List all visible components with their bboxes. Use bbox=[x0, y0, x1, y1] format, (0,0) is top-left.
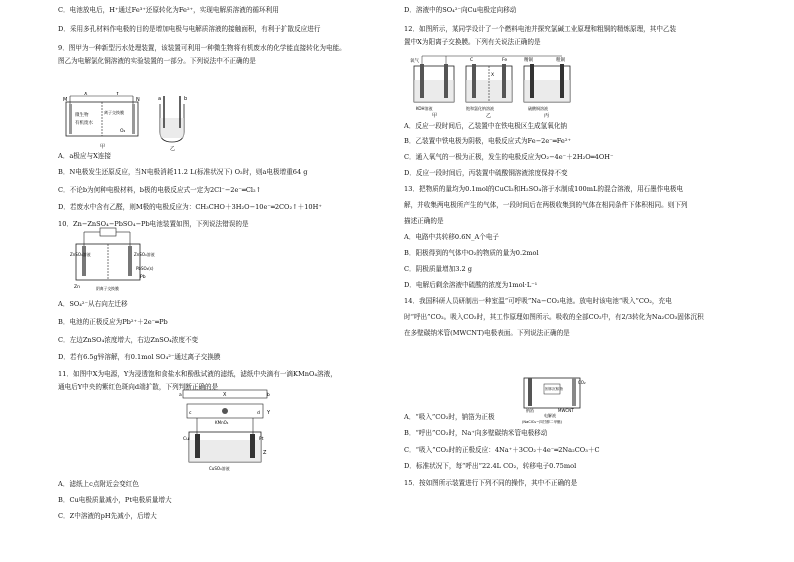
q11-stem-2: 通电后Y中央的紫红色斑向d端扩散，下列判断正确的是 bbox=[58, 383, 219, 391]
label-x: X bbox=[223, 392, 227, 398]
q13-option-a: A．电路中共转移0.6N_A个电子 bbox=[404, 233, 500, 241]
q9-option-a: A．a极应与X连接 bbox=[58, 152, 111, 160]
q14-option-d: D．标准状况下，每“呼出”22.4L CO₂，转移电子0.75mol bbox=[404, 462, 577, 470]
label-a: a bbox=[179, 393, 182, 398]
label-jia: 甲 bbox=[100, 144, 106, 150]
label-z: Z bbox=[263, 450, 267, 456]
label-c: c bbox=[189, 411, 192, 416]
label-kmno4: KMnO₄ bbox=[215, 420, 229, 425]
label-solid: 固体沉积物 bbox=[545, 387, 563, 391]
label-y: Y bbox=[116, 92, 120, 97]
q10-option-a: A．SO₄²⁻从右向左迁移 bbox=[58, 300, 128, 308]
label-mwcnt: MWCNT bbox=[558, 408, 574, 413]
q12-figure bbox=[410, 52, 580, 118]
q14-option-c: C．“吸入”CO₂时的正极反应：4Na⁺＋3CO₂＋4e⁻═2Na₂CO₃＋C bbox=[404, 446, 600, 454]
label-jia: 甲 bbox=[432, 113, 438, 118]
q10-stem: 10．Zn−ZnSO₄−PbSO₄−Pb电池装置如图，下列说法错误的是 bbox=[58, 220, 249, 228]
label-o2: O₂ bbox=[120, 129, 126, 134]
label-zn: Zn bbox=[74, 285, 80, 290]
q13-option-d: D．电解后剩余溶液中硫酸的浓度为1mol·L⁻¹ bbox=[404, 281, 538, 289]
label-fe: Fe bbox=[502, 58, 508, 63]
q13-option-b: B．阳极得到的气体中O₂的物质的量为0.2mol bbox=[404, 249, 539, 257]
q8-option-d: D．采用多孔材料作电极的目的是增加电极与电解质溶液的接触面积，有利于扩散反应进行 bbox=[58, 25, 321, 33]
q10-option-d: D．若有6.5g锌溶解，有0.1mol SO₄²⁻通过离子交换膜 bbox=[58, 353, 221, 361]
label-b: b bbox=[184, 96, 188, 102]
q12-option-d: D．反应一段时间后，丙装置中硫酸铜溶液浓度保持不变 bbox=[404, 169, 568, 177]
label-n: N bbox=[136, 97, 140, 103]
q13-stem-1: 13．把物质的量均为0.1mol的CuCl₂和H₂SO₄溶于水制成100mL的混合溶液，用石墨作电极电 bbox=[404, 185, 684, 193]
q12-stem-2: 置中X为阳离子交换膜。下列有关说法正确的是 bbox=[404, 38, 541, 46]
q13-option-c: C．阴极质量增加3.2 g bbox=[404, 265, 473, 273]
q11-option-b: B．Cu电极质量减小，Pt电极质量增大 bbox=[58, 496, 172, 504]
label-pbso4: PbSO₄(s) bbox=[136, 266, 154, 271]
label-x-membrane: X bbox=[491, 73, 495, 78]
q13-stem-2: 解，并收集两电极所产生的气体，一段时间后在两极收集到的气体在相同条件下体积相同。则下列 bbox=[404, 201, 688, 209]
q15-stem: 15．按如图所示装置进行下列不同的操作，其中不正确的是 bbox=[404, 479, 578, 487]
q12-stem-1: 12．如图所示，某同学设计了一个燃料电池并探究氯碱工业原理和粗铜的精炼原理，其中乙装 bbox=[404, 25, 677, 33]
label-cuso4: CuSO₄溶液 bbox=[209, 466, 230, 471]
q14-option-b: B．“呼出”CO₂时，Na⁺向多壁碳纳米管电极移动 bbox=[404, 429, 548, 437]
label-znso4-left: ZnSO₄溶液 bbox=[70, 252, 91, 257]
label-o2: 氧气 bbox=[410, 59, 419, 64]
q9-option-b: B．N电极发生还原反应，当N电极消耗11.2 L(标准状况下) O₂时，则a电极增重64 g bbox=[58, 168, 308, 176]
label-crude-cu: 粗铜 bbox=[556, 58, 565, 63]
label-anion-membrane: 阴离子交换膜 bbox=[96, 286, 119, 291]
label-y: Y bbox=[267, 410, 271, 416]
label-c-electrode: C bbox=[470, 58, 474, 63]
q10-option-c: C．左边ZnSO₄浓度增大，右边ZnSO₄浓度不变 bbox=[58, 336, 199, 344]
label-yi: 乙 bbox=[170, 146, 176, 152]
label-x: X bbox=[84, 92, 88, 97]
label-b: b bbox=[267, 393, 270, 398]
label-nacl: 饱和氯化钠溶液 bbox=[466, 106, 494, 111]
q12-option-a: A．反应一段时间后，乙装置中在铁电极区生成氢氧化钠 bbox=[404, 122, 568, 130]
label-yi: 乙 bbox=[486, 113, 492, 118]
label-co2: CO₂ bbox=[578, 380, 586, 385]
q14-figure bbox=[516, 372, 588, 424]
label-d: d bbox=[257, 411, 260, 416]
label-a: a bbox=[158, 96, 162, 102]
q14-stem-3: 在多壁碳纳米管(MWCNT)电极表面。下列说法正确的是 bbox=[404, 329, 570, 337]
q13-stem-3: 描述正确的是 bbox=[404, 217, 444, 225]
label-znso4-right: ZnSO₄溶液 bbox=[134, 252, 155, 257]
q9-option-d: D．若废水中含有乙醛，则M极的电极反应为：CH₃CHO＋3H₂O−10e⁻═2CO₂↑＋10H⁺ bbox=[58, 203, 322, 211]
q12-option-c: C．通入氧气的一极为正极，发生的电极反应为O₂−4e⁻＋2H₂O═4OH⁻ bbox=[404, 153, 614, 161]
q9-stem-2: 图乙为电解氯化铜溶液的实验装置的一部分。下列说法中不正确的是 bbox=[58, 57, 256, 65]
label-pb: Pb bbox=[140, 275, 146, 280]
q11-figure bbox=[175, 388, 275, 472]
label-m: M bbox=[63, 97, 68, 103]
label-pure-cu: 精铜 bbox=[524, 58, 533, 63]
label-koh: KOH溶液 bbox=[416, 106, 433, 111]
label-bing: 丙 bbox=[544, 113, 550, 118]
q9-stem-1: 9．图甲为一种新型污水处理装置，该装置可利用一种微生物将有机废水的化学能直接转化为电能。 bbox=[58, 44, 346, 52]
label-electrolyte-sub: (NaClO₄−四甘醇二甲醚) bbox=[522, 420, 563, 424]
label-cuso4: 硫酸铜溶液 bbox=[528, 106, 548, 111]
q10-option-b: B．电池的正极反应为Pb²⁺＋2e⁻═Pb bbox=[58, 318, 168, 326]
q11-option-c: C．Z中溶液的pH先减小，后增大 bbox=[58, 512, 157, 520]
q9-figure bbox=[60, 92, 208, 152]
q14-stem-2: 时“呼出”CO₂。吸入CO₂时，其工作原理如图所示。吸收的全部CO₂中，有2/3转化为Na₂CO₃固体沉积 bbox=[404, 313, 704, 321]
label-pt: Pt bbox=[259, 437, 264, 442]
label-electrolyte: 电解液 bbox=[544, 413, 556, 418]
q9-option-c: C．不论b为何种电极材料，b极的电极反应式一定为2Cl⁻−2e⁻═Cl₂↑ bbox=[58, 186, 262, 194]
label-microbe: 微生物 bbox=[75, 113, 89, 118]
q10-figure bbox=[70, 226, 160, 292]
label-water: 有机废水 bbox=[75, 121, 93, 126]
label-na-foil: 钠箔 bbox=[526, 408, 534, 413]
q14-option-a: A．“吸入”CO₂时，钠箔为正极 bbox=[404, 413, 495, 421]
q14-stem-1: 14．我国科研人员研制出一种室温“可呼吸”Na−CO₂电池。放电时该电池“吸入”CO₂，充电 bbox=[404, 297, 672, 305]
q8-option-c: C．电池放电后，H⁺通过Fe³⁺还原转化为Fe²⁺，实现电解质溶液的循环利用 bbox=[58, 6, 279, 14]
q11-option-d: D．溶液中的SO₄²⁻向Cu电极定向移动 bbox=[404, 6, 517, 14]
label-cu: Cu bbox=[183, 437, 189, 442]
q12-option-b: B．乙装置中铁电极为阴极，电极反应式为Fe−2e⁻═Fe²⁺ bbox=[404, 137, 571, 145]
label-membrane: 离子交换膜 bbox=[104, 110, 124, 115]
q11-stem-1: 11．如图中X为电源，Y为浸透饱和食盐水和酚酞试液的滤纸，滤纸中央滴有一滴KMnO₄溶液， bbox=[58, 370, 337, 378]
q11-option-a: A．滤纸上c点附近会变红色 bbox=[58, 480, 139, 488]
